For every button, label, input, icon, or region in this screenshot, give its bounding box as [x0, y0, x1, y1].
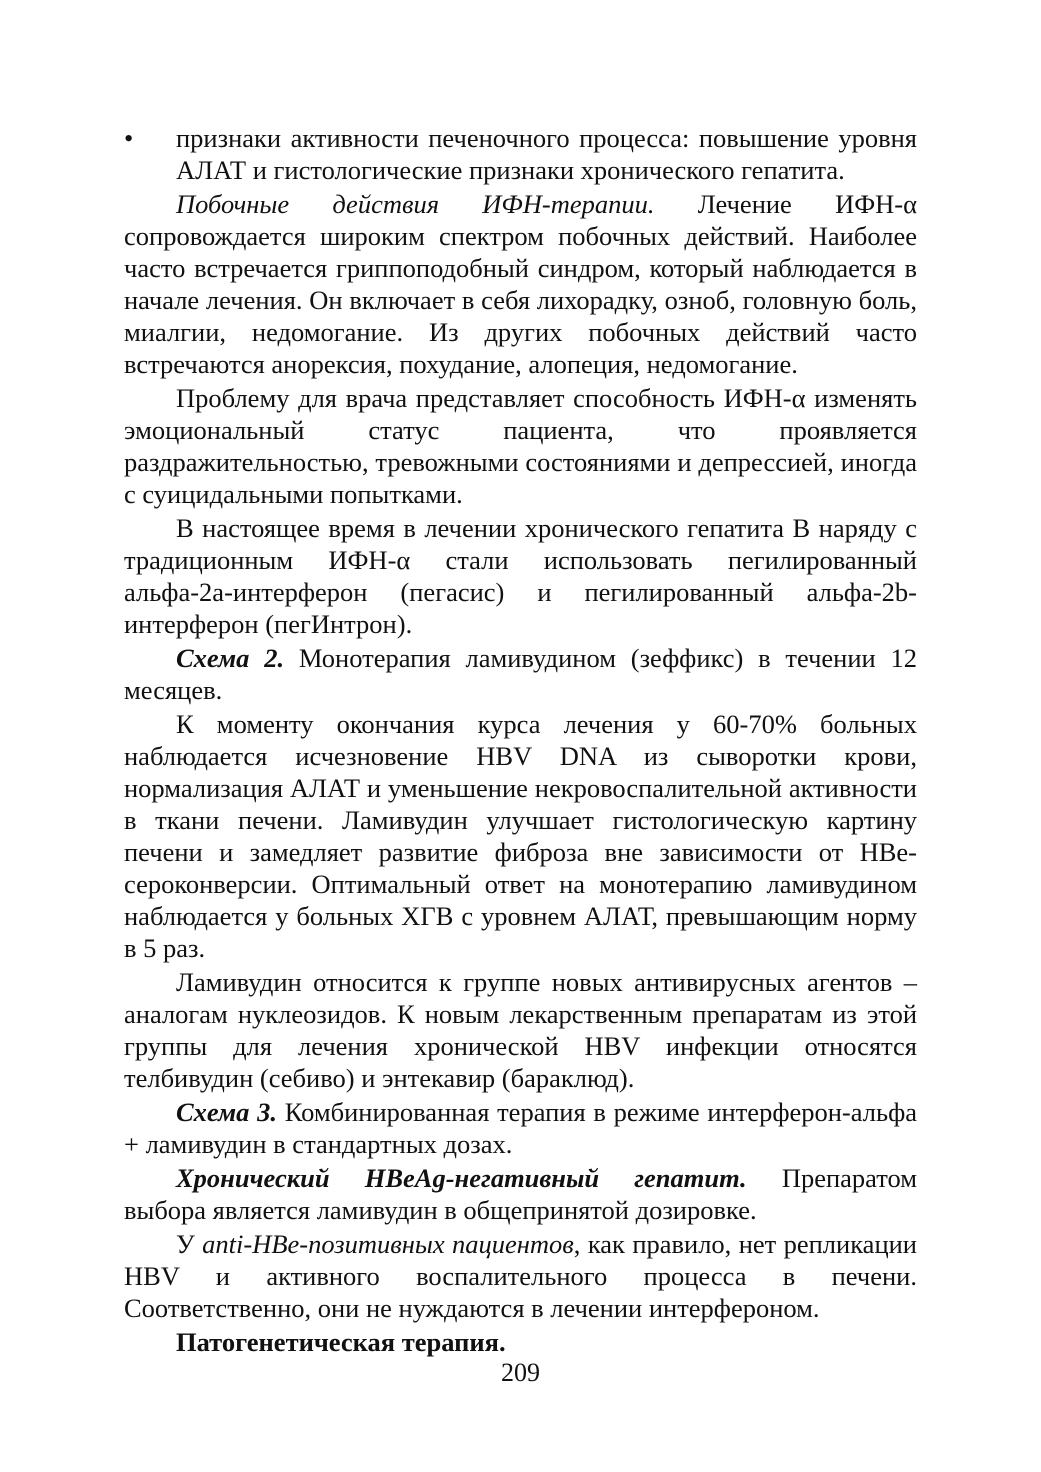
- paragraph-text: Монотерапия ламивудином (зеффикс) в течении 12 месяцев.: [124, 643, 918, 705]
- paragraph-pre: У: [176, 1229, 203, 1259]
- paragraph-side-effects: [124, 188, 917, 380]
- paragraph-text: Лечение ИФН-α сопровождается широким спектром побочных действий. Наиболее часто встречается гриппоподобный синдром, который наблюдается в начале лечения. Он включает в себя лихорадку, озноб, головную боль, миалгии, недомогание. Из других побочных действий часто встречаются анорексия, похудание, алопеция, недомогание.: [124, 189, 917, 379]
- paragraph-pegylated-interferon: [124, 512, 917, 640]
- heading-text: Патогенетическая терапия.: [176, 1327, 506, 1357]
- paragraph-lead-italic: Побочные действия ИФН-терапии.: [176, 189, 655, 219]
- paragraph-lamivudine-response: [124, 708, 917, 964]
- paragraph-text: Ламивудин относится к группе новых антивирусных агентов – аналогам нуклеозидов. К новым лекарственным препаратам из этой группы для лечения хронической HBV инфекции относятся телбивудин (себиво) и энтекавир (бараклюд).: [124, 967, 917, 1093]
- paragraph-scheme-3: [124, 1096, 917, 1160]
- paragraph-text: Препаратом выбора является ламивудин в общепринятой дозировке.: [124, 1163, 917, 1225]
- page-number: 209: [501, 1358, 540, 1387]
- scheme-label: Схема 2.: [176, 643, 285, 673]
- paragraph-anti-hbe: [124, 1228, 917, 1324]
- section-lead: Хронический HBeAg-негативный гепатит.: [176, 1163, 747, 1193]
- paragraph-text: В настоящее время в лечении хронического гепатита В наряду с традиционным ИФН-α стали использовать пегилированный альфа-2а-интерферон (пегасис) и пегилированный альфа-2b-интерферон (пегИнтрон).: [124, 513, 917, 639]
- paragraph-text: Комбинированная терапия в режиме интерферон-альфа + ламивудин в стандартных дозах.: [124, 1097, 917, 1159]
- bullet-text: признаки активности печеночного процесса: повышение уровня АЛАТ и гистологические признаки хронического гепатита.: [176, 123, 917, 185]
- section-heading: [124, 1326, 917, 1358]
- paragraph-hbeag-negative: [124, 1162, 917, 1226]
- paragraph-text: Проблему для врача представляет способность ИФН-α изменять эмоциональный статус пациента, что проявляется раздражительностью, тревожными состояниями и депрессией, иногда с суицидальными попытками.: [124, 383, 917, 509]
- page-body: [124, 122, 917, 1360]
- bullet-mark: •: [124, 123, 134, 153]
- paragraph-nucleoside-analogs: [124, 966, 917, 1094]
- paragraph-lead-italic: anti-HBe-позитивных пациентов: [202, 1229, 574, 1259]
- paragraph-text: К моменту окончания курса лечения у 60-70% больных наблюдается исчезновение HBV DNA из сыворотки крови, нормализация АЛАТ и уменьшение некровоспалительной активности в ткани печени. Ламивудин улучшает гистологическую картину печени и замедляет развитие фиброза вне зависимости от HBe-сероконверсии. Оптимальный ответ на монотерапию ламивудином наблюдается у больных ХГВ с уровнем АЛАТ, превышающим норму в 5 раз.: [124, 709, 917, 963]
- paragraph-text: , как правило, нет репликации HBV и активного воспалительного процесса в печени. Соответственно, они не нуждаются в лечении интерфероном.: [124, 1229, 917, 1323]
- paragraph-emotional-status: [124, 382, 917, 510]
- paragraph-scheme-2: [124, 642, 917, 706]
- scheme-label: Схема 3.: [176, 1097, 278, 1127]
- bullet-item: [124, 122, 917, 186]
